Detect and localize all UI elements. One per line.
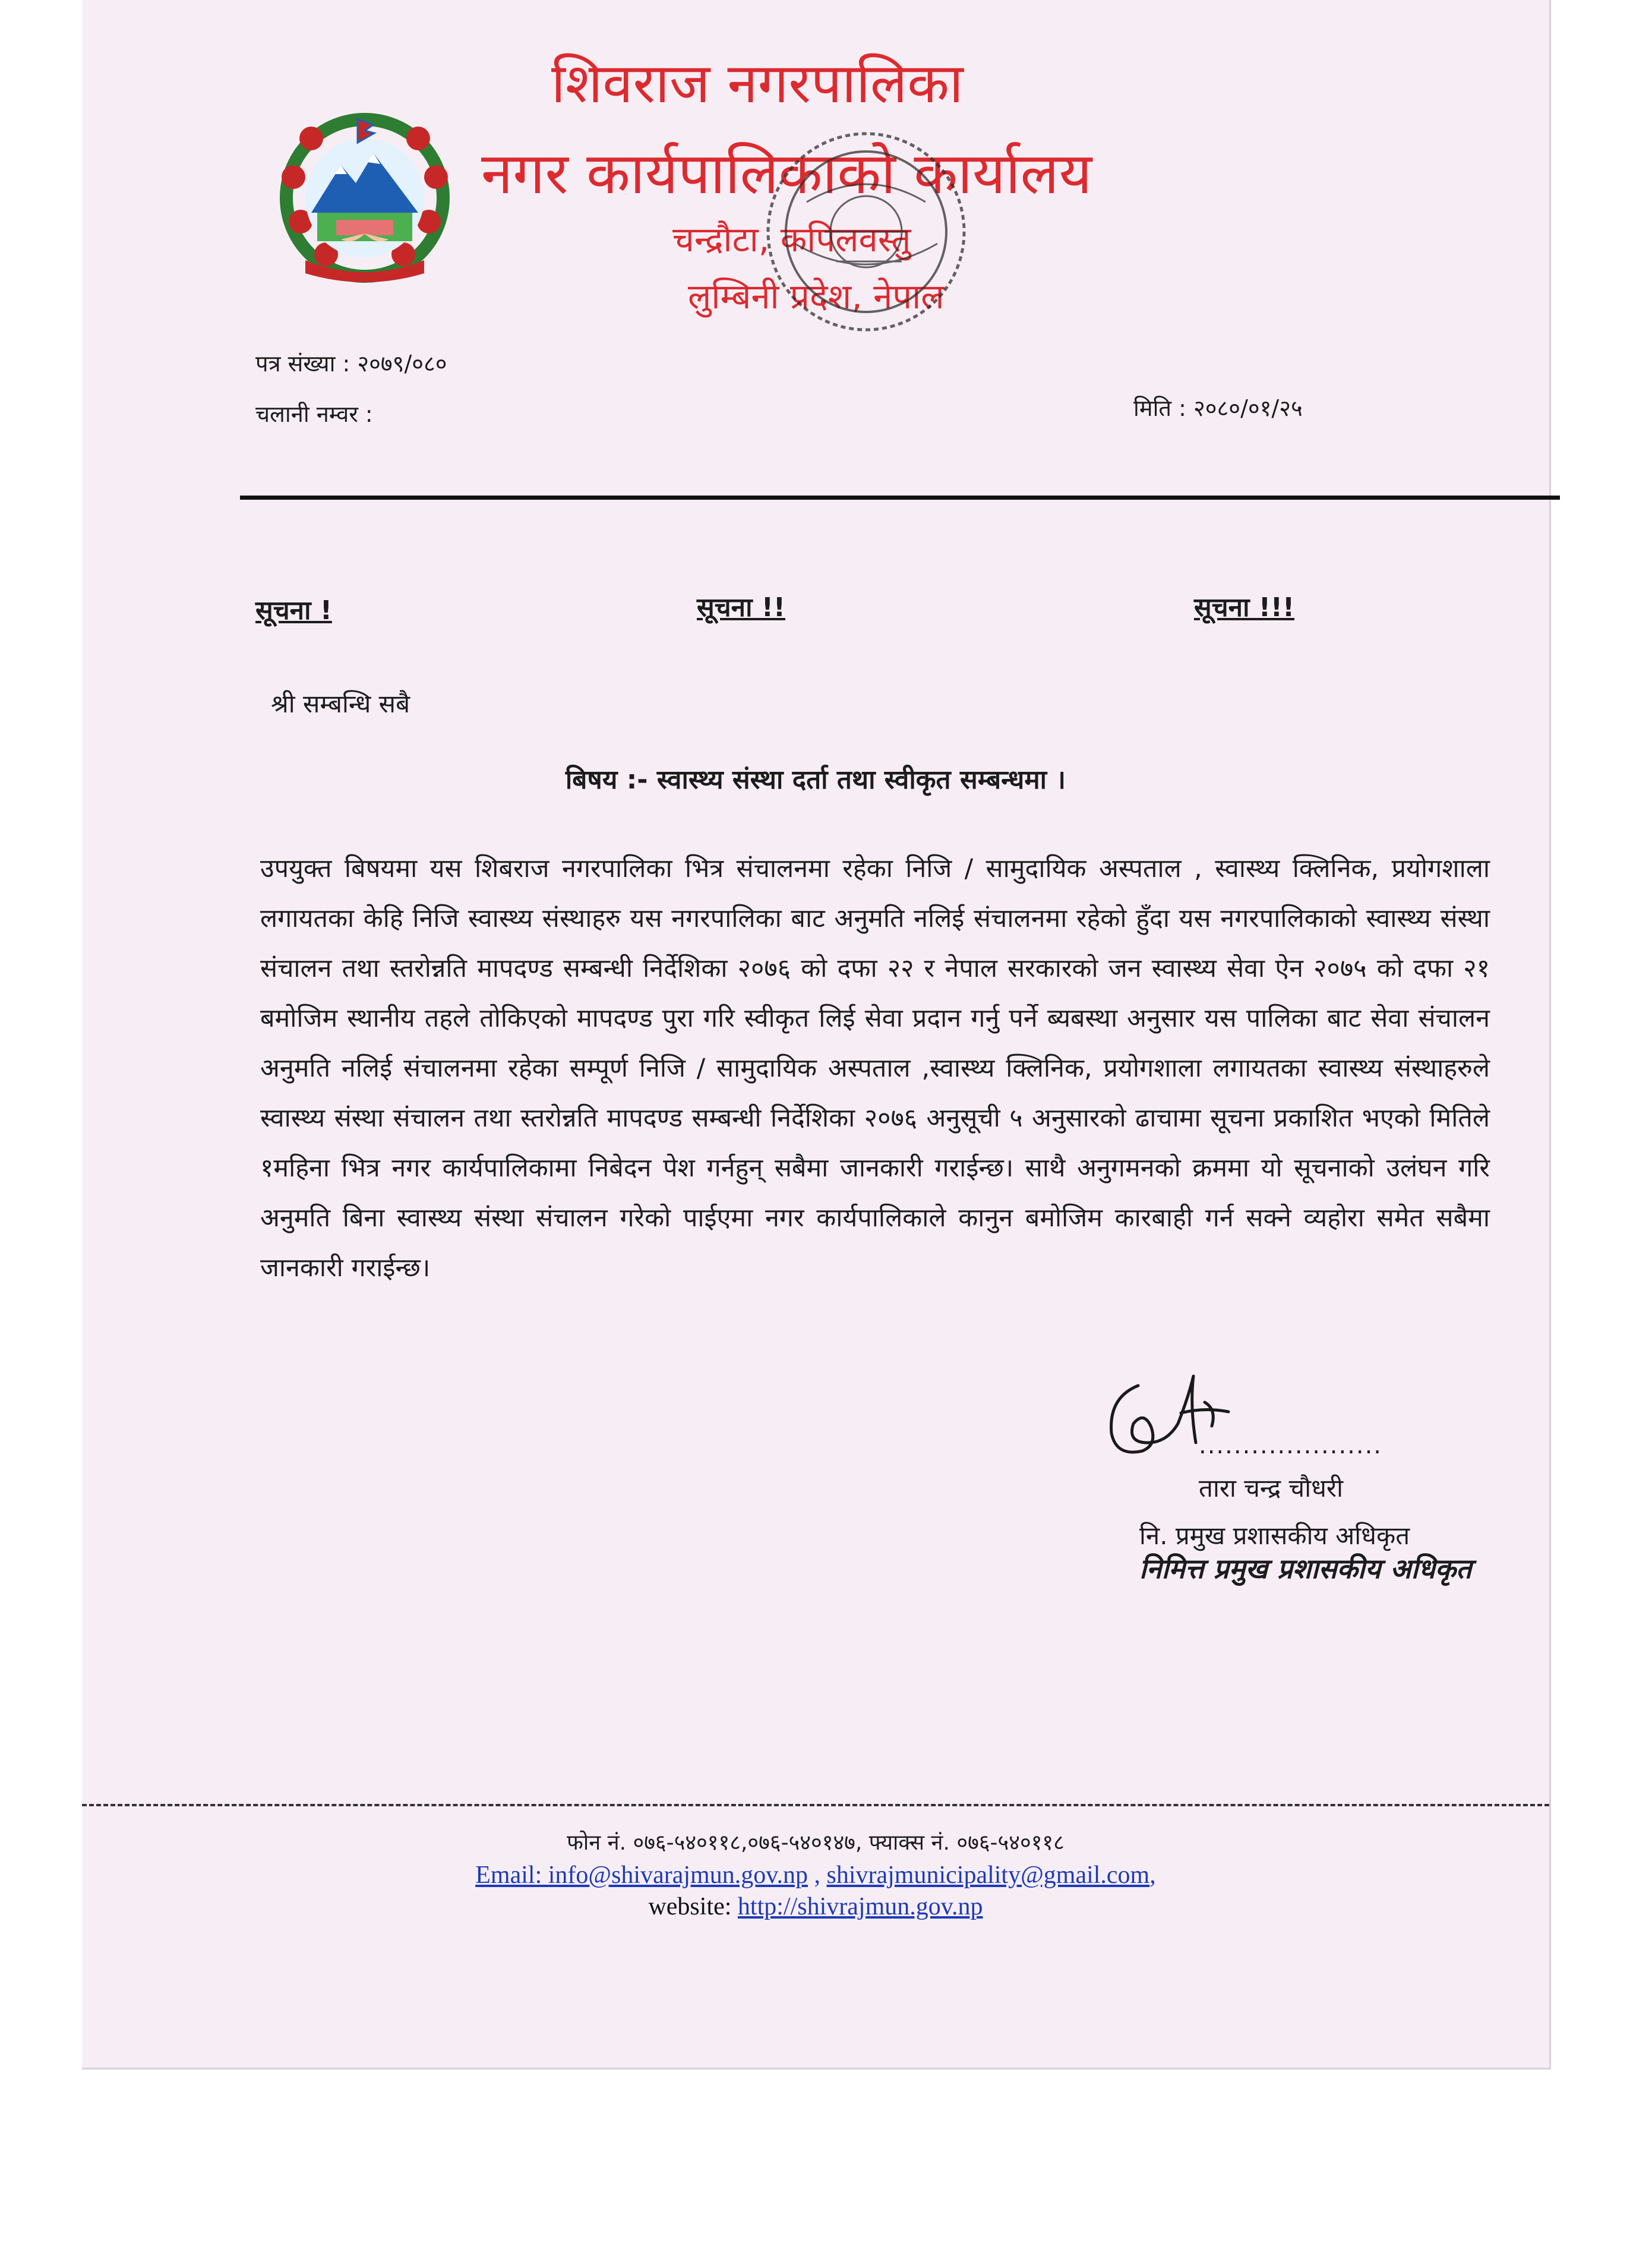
- notice-body: उपयुक्त बिषयमा यस शिबराज नगरपालिका भित्र संचालनमा रहेका निजि / सामुदायिक अस्पताल , स्वास्थ्य क्लिनिक, प्रयोगशाला लगायतका केहि निजि स्वास्थ्य संस्थाहरु यस नगरपालिका बाट अनुमति नलिई संचालनमा रहेको हुँदा यस नगरपालिकाको स्वास्थ्य संस्था संचालन तथा स्तरोन्नति मापदण्ड सम्बन्धी निर्देशिका २०७६ को दफा २२ र नेपाल सरकारको जन स्वास्थ्य सेवा ऐन २०७५ को दफा २१ बमोजिम स्थानीय तहले तोकिएको मापदण्ड पुरा गरि स्वीकृत लिई सेवा प्रदान गर्नु पर्ने ब्यबस्था अनुसार यस पालिका बाट सेवा संचालन अनुमति नलिई संचालनमा रहेका सम्पूर्ण निजि / सामुदायिक अस्पताल ,स्वास्थ्य क्लिनिक, प्रयोगशाला लगायतका स्वास्थ्य संस्थाहरुले स्वास्थ्य संस्था संचालन तथा स्तरोन्नति मापदण्ड सम्बन्धी निर्देशिका २०७६ अनुसूची ५ अनुसारको ढाचामा सूचना प्रकाशित भएको मितिले १महिना भित्र नगर कार्यपालिकामा निबेदन पेश गर्नहुन् सबैमा जानकारी गराईन्छ। साथै अनुगमनको क्रममा यो सूचनाको उलंघन गरि अनुमति बिना स्वास्थ्य संस्था संचालन गरेको पाईएमा नगर कार्यपालिकाले कानुन बमोजिम कारबाही गर्न सक्ने व्यहोरा समेत सबैमा जानकारी गराईन्छ।: [260, 854, 1490, 1283]
- email-label: Email:: [475, 1862, 548, 1889]
- notice-heading-2: सूचना !!: [697, 592, 785, 623]
- website-link[interactable]: http://shivrajmun.gov.np: [737, 1893, 983, 1920]
- website-label: website:: [648, 1893, 738, 1920]
- signature-line: .....................: [1199, 1432, 1383, 1459]
- letter-page: [82, 0, 1551, 2069]
- address-line-1: चन्द्रौटा, कपिलवस्तु: [672, 219, 911, 260]
- office-name: नगर कार्यपालिकाको कार्यालय: [481, 140, 1092, 207]
- email-separator: ,: [807, 1862, 827, 1889]
- signatory-title: नि. प्रमुख प्रशासकीय अधिकृत: [1139, 1521, 1410, 1550]
- notice-heading-1: सूचना !: [255, 595, 332, 626]
- email-link-secondary[interactable]: shivrajmunicipality@gmail.com: [826, 1862, 1150, 1889]
- dispatch-number: चलानी नम्वर :: [255, 401, 373, 427]
- letter-number: पत्र संख्या : २०७९/०८०: [255, 351, 447, 377]
- letter-date: मिति : २०८०/०१/२५: [1133, 395, 1303, 421]
- email-link-primary[interactable]: info@shivarajmun.gov.np: [548, 1862, 808, 1889]
- address-line-2: लुम्बिनी प्रदेश, नेपाल: [688, 276, 945, 317]
- footer-phone: फोन नं. ०७६-५४०११८,०७६-५४०१४७, फ्याक्स नं. ०७६-५४०११८: [567, 1831, 1065, 1855]
- subject-line: बिषय :- स्वास्थ्य संस्था दर्ता तथा स्वीकृत सम्बन्धमा ।: [565, 765, 1066, 795]
- office-seal-icon: [753, 125, 979, 339]
- header-divider: [240, 496, 1560, 500]
- notice-heading-3: सूचना !!!: [1194, 592, 1295, 623]
- salutation: श्री सम्बन्धि सबै: [271, 689, 410, 718]
- footer-email-line: [82, 1861, 1549, 1889]
- email-end: ,: [1149, 1862, 1156, 1889]
- signatory-stamp: निमित्त प्रमुख प्रशासकीय अधिकृत: [1139, 1553, 1472, 1585]
- footer-website-line: [82, 1892, 1549, 1921]
- signatory-name: तारा चन्द्र चौधरी: [1199, 1474, 1343, 1503]
- org-name: शिवराज नगरपालिका: [551, 52, 964, 115]
- footer-divider: [82, 1804, 1549, 1806]
- nepal-emblem-icon: [270, 112, 460, 284]
